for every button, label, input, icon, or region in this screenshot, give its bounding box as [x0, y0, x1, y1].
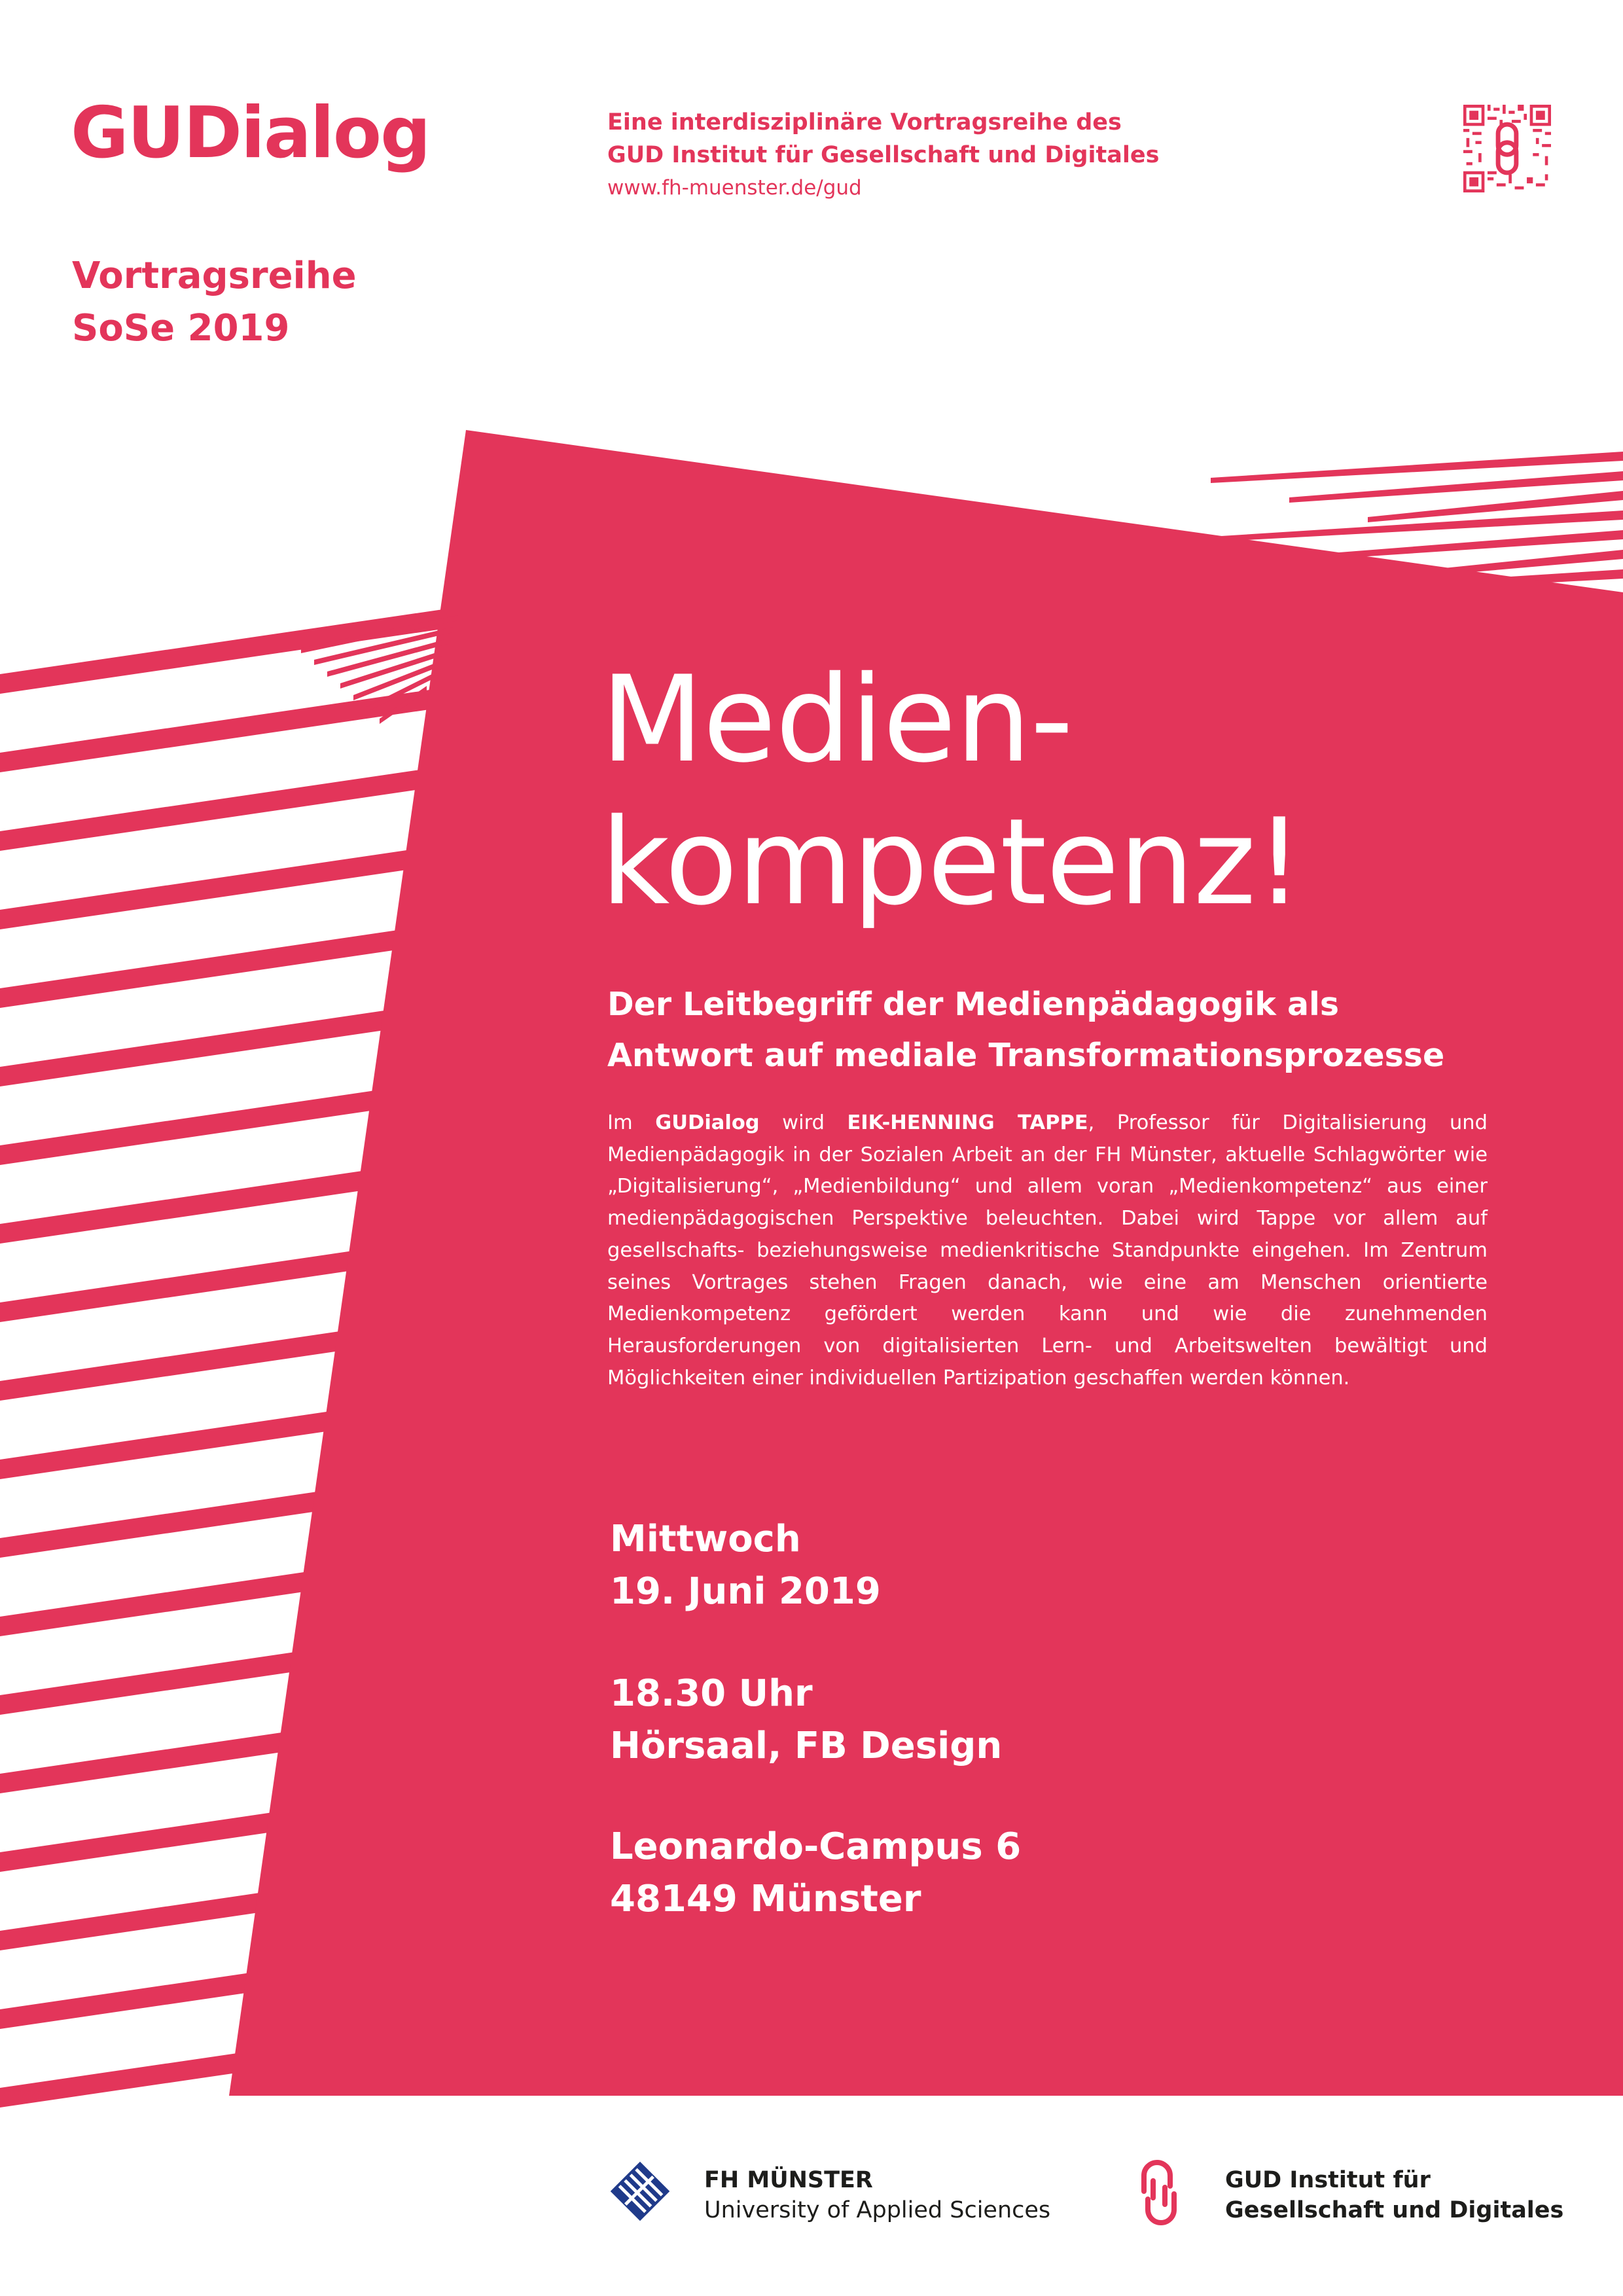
body-text: Im	[607, 1111, 656, 1134]
subtitle-line: Antwort auf mediale Transformationsprozesse	[607, 1037, 1445, 1074]
fh-name: FH MÜNSTER	[704, 2167, 873, 2193]
fh-muenster-label	[704, 2165, 1050, 2225]
headline-line: Medien-	[601, 650, 1073, 789]
speaker-name: EIK-HENNING TAPPE	[847, 1111, 1088, 1134]
event-date-value: 19. Juni 2019	[610, 1570, 881, 1613]
event-room: Hörsaal, FB Design	[610, 1725, 1003, 1767]
event-date	[610, 1513, 881, 1618]
fh-tagline: University of Applied Sciences	[704, 2197, 1051, 2223]
body-text: , Professor für Digitalisierung und Medienpädagogik in der Sozialen Arbeit an der FH Münster, aktuelle Schlagwörter wie „Digitalisierung“, „Medienbildung“ und allem voran „Medienkompetenz“ aus einer medienpädagogischen Perspektive beleuchten. Dabei wird Tappe vor allem auf gesellschafts- beziehungsweise medienkritische Standpunkte eingehen. Im Zentrum seines Vortrages stehen Fragen danach, wie eine am Menschen orientierte Medienkompetenz gefördert werden kann und wie die zunehmenden Herausforderungen von digitalisierten Lern- und Arbeitswelten bewältigt und Möglichkeiten einer individuellen Partizipation geschaffen werden können.	[607, 1111, 1488, 1390]
qr-code-icon	[1463, 105, 1551, 192]
body-text: wird	[759, 1111, 847, 1134]
intro-block	[607, 106, 1159, 204]
website-link[interactable]: www.fh-muenster.de/gud	[607, 176, 862, 200]
event-address	[610, 1821, 1021, 1926]
event-street: Leonardo-Campus 6	[610, 1825, 1022, 1868]
series-line: SoSe 2019	[72, 307, 290, 350]
headline-line: kompetenz!	[601, 793, 1303, 931]
intro-line: Eine interdisziplinäre Vortragsreihe des	[607, 109, 1122, 135]
event-time: 18.30 Uhr	[610, 1672, 813, 1715]
event-day: Mittwoch	[610, 1518, 801, 1560]
event-time-location	[610, 1668, 1002, 1772]
description-text	[607, 1107, 1488, 1394]
subtitle	[607, 979, 1444, 1081]
gud-line: Gesellschaft und Digitales	[1225, 2197, 1564, 2223]
intro-line: GUD Institut für Gesellschaft und Digitales	[607, 142, 1160, 168]
gud-institute-label	[1225, 2165, 1563, 2225]
series-line: Vortragsreihe	[72, 255, 357, 297]
headline	[601, 648, 1302, 933]
series-label	[72, 250, 357, 355]
gud-chain-logo-icon	[1137, 2157, 1181, 2228]
subtitle-line: Der Leitbegriff der Medienpädagogik als	[607, 986, 1339, 1023]
body-gudialog: GUDialog	[655, 1111, 760, 1134]
gud-line: GUD Institut für	[1225, 2167, 1431, 2193]
fh-muenster-logo-icon	[607, 2159, 673, 2224]
gudialog-logo: GUDialog	[71, 92, 430, 174]
event-city: 48149 Münster	[610, 1878, 921, 1920]
